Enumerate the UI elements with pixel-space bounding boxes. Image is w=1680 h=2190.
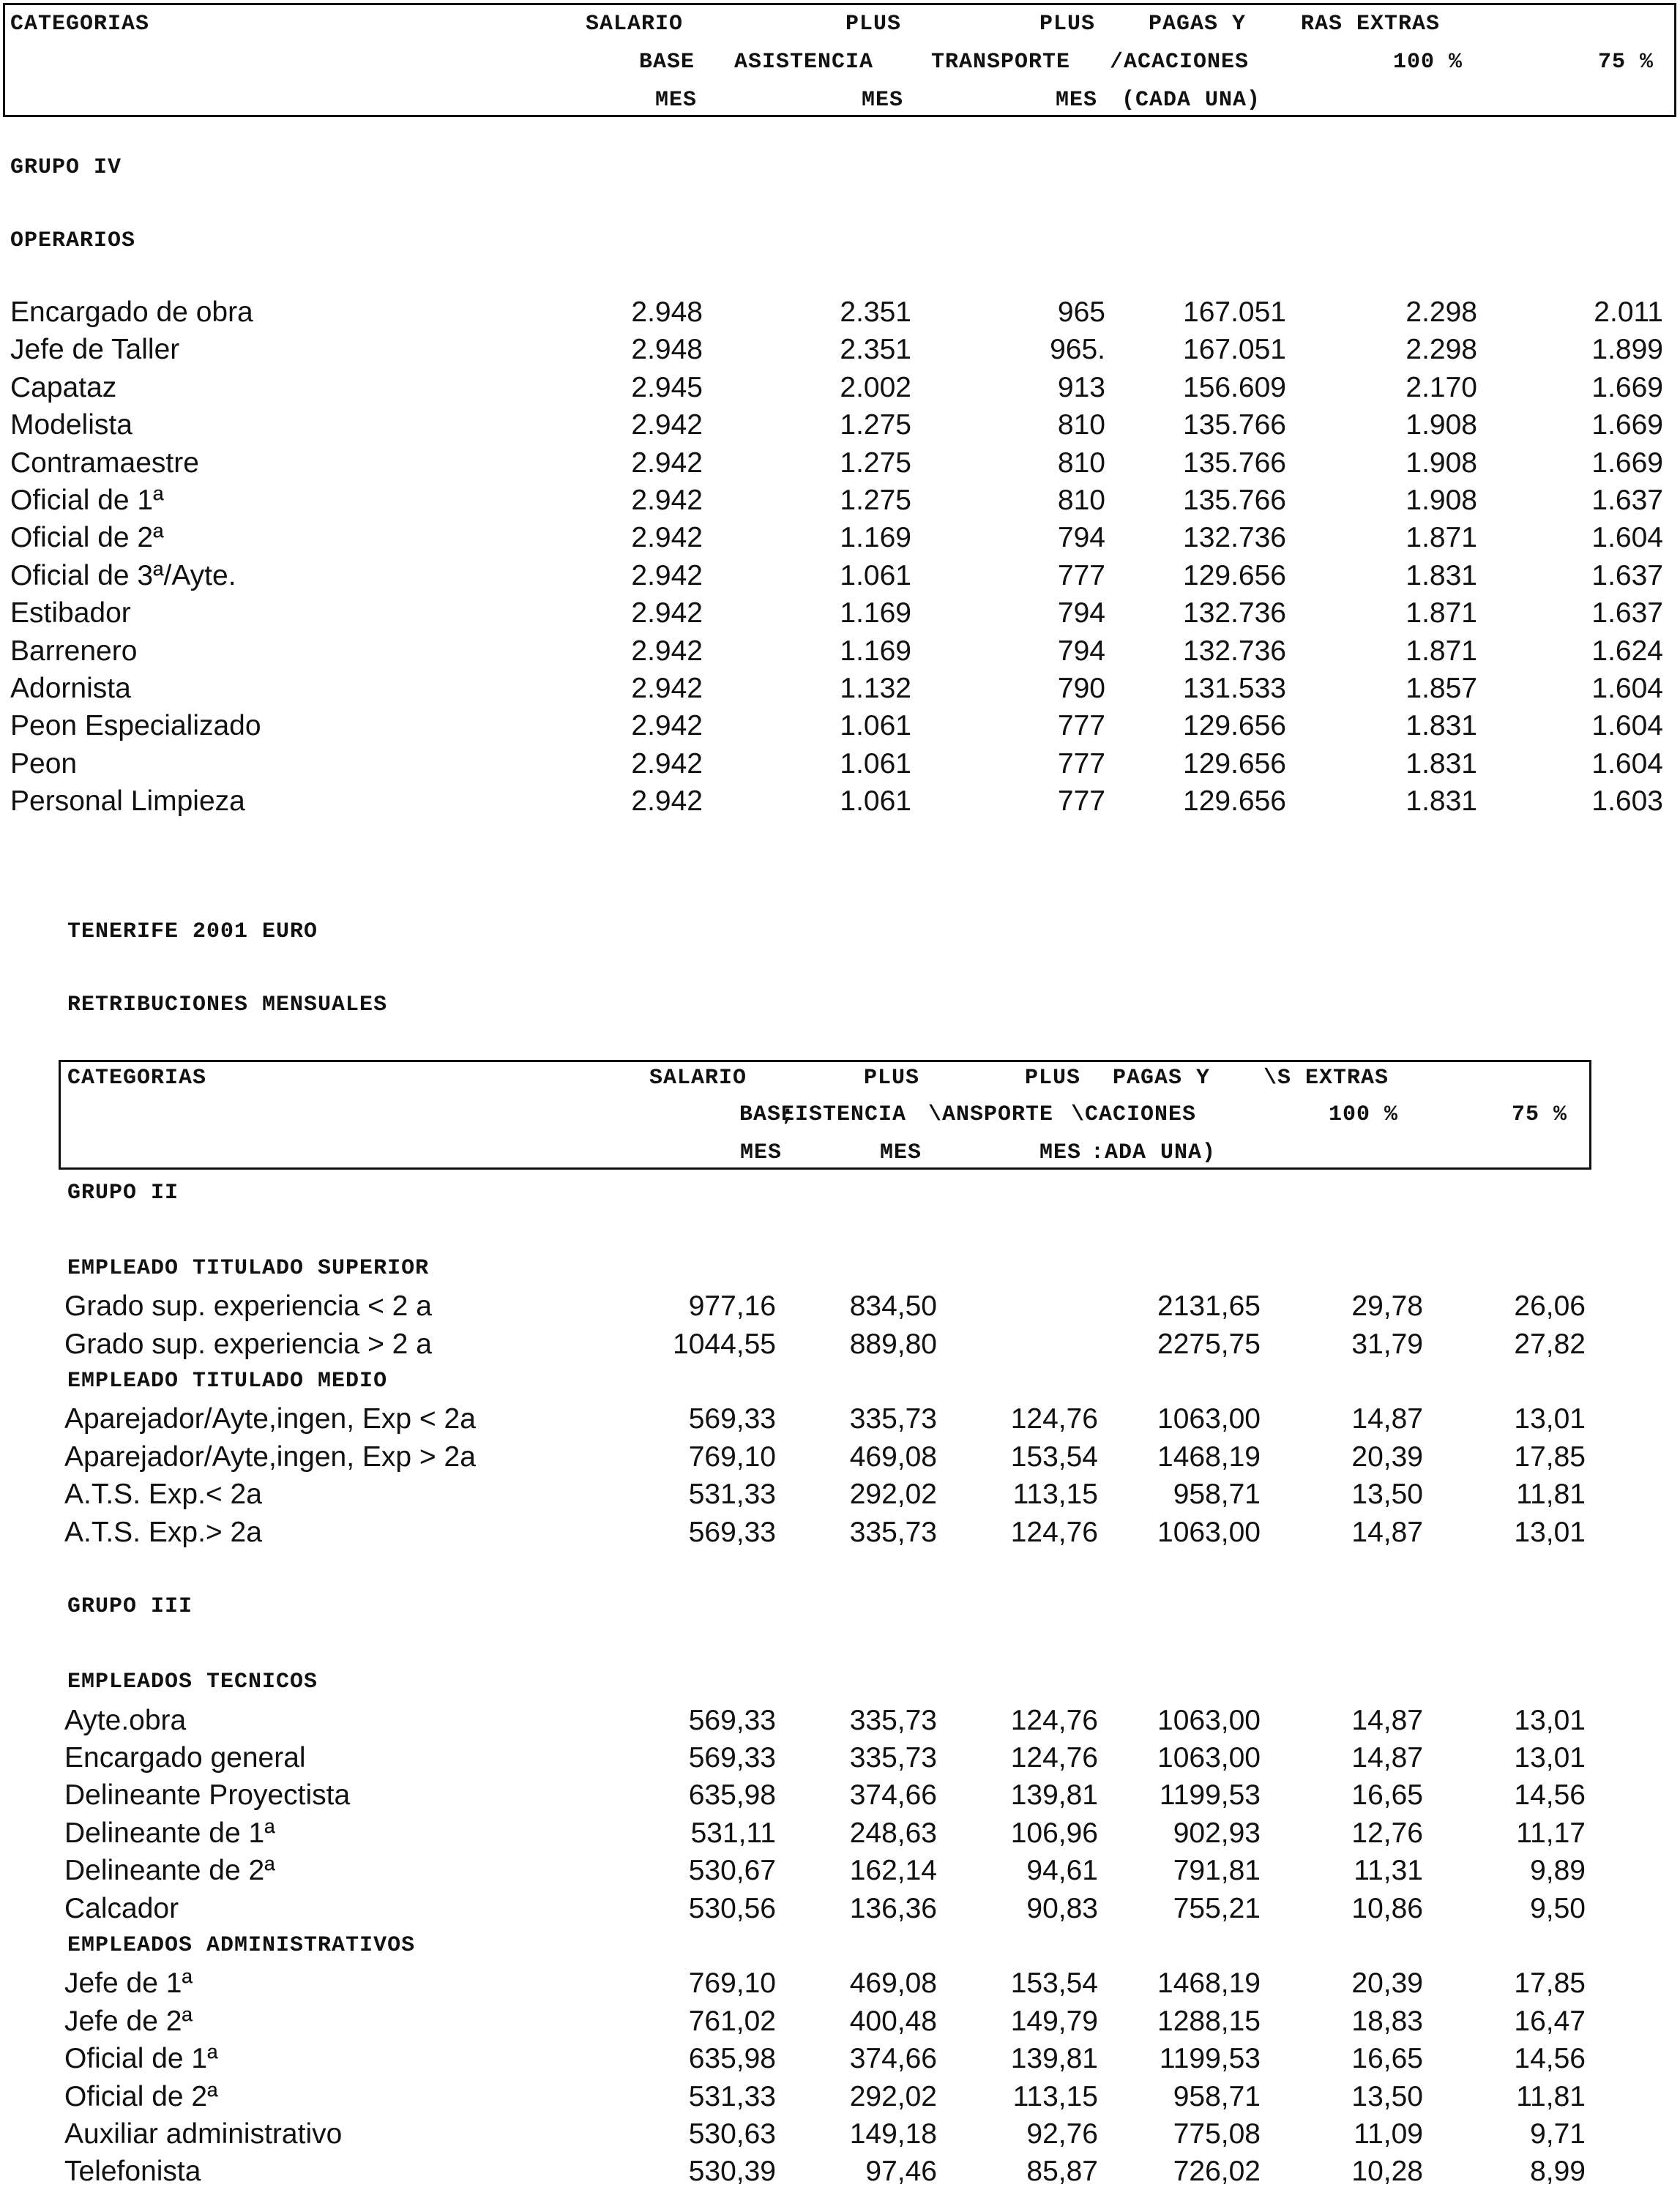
- category-cell: Contramaestre: [10, 446, 199, 479]
- salario-base-cell: 2.942: [631, 710, 703, 742]
- t1-header-pagas-3: (CADA UNA): [1121, 88, 1261, 113]
- pagas-vacaciones-cell: 135.766: [1183, 485, 1286, 516]
- extras-100-cell: 11,31: [1354, 1855, 1423, 1887]
- section-title-titulado-superior: EMPLEADO TITULADO SUPERIOR: [67, 1255, 430, 1281]
- plus-asistencia-cell: 149,18: [849, 2118, 937, 2150]
- pagas-vacaciones-cell: 958,71: [1173, 1479, 1261, 1511]
- salario-base-cell: 569,33: [688, 1516, 776, 1548]
- table-row: [0, 2153, 1680, 2190]
- plus-asistencia-cell: 2.351: [840, 296, 911, 328]
- extras-100-cell: 14,87: [1351, 1403, 1423, 1435]
- table-row: [0, 670, 1680, 707]
- t2-asistencia-underline: [877, 1168, 919, 1170]
- plus-asistencia-cell: 1.169: [840, 635, 911, 667]
- pagas-vacaciones-cell: 129.656: [1183, 559, 1286, 591]
- salario-base-cell: 530,39: [688, 2156, 776, 2188]
- plus-asistencia-cell: 400,48: [849, 2005, 937, 2037]
- salario-base-cell: 531,11: [690, 1817, 776, 1849]
- table-row: [0, 482, 1680, 519]
- table-row: [0, 557, 1680, 594]
- pagas-vacaciones-cell: 135.766: [1183, 409, 1286, 441]
- pagas-vacaciones-cell: 132.736: [1183, 522, 1286, 554]
- category-cell: Adornista: [10, 673, 131, 704]
- table-row: [0, 1326, 1680, 1363]
- extras-75-cell: 13,01: [1514, 1516, 1586, 1548]
- plus-asistencia-cell: 335,73: [849, 1704, 937, 1736]
- table-row: [0, 1890, 1680, 1927]
- salario-base-cell: 530,63: [688, 2118, 776, 2150]
- extras-75-cell: 1.604: [1591, 673, 1663, 704]
- extras-75-cell: 1.637: [1591, 485, 1663, 516]
- extras-100-cell: 20,39: [1351, 1967, 1423, 2000]
- table-row: [0, 444, 1680, 482]
- extras-100-cell: 31,79: [1351, 1328, 1423, 1360]
- extras-75-cell: 27,82: [1514, 1328, 1586, 1360]
- pagas-vacaciones-cell: 132.736: [1183, 597, 1286, 629]
- t1-header-pagas-2: /ACACIONES: [1110, 50, 1250, 75]
- extras-75-cell: 17,85: [1514, 1440, 1586, 1473]
- section-title-tecnicos: EMPLEADOS TECNICOS: [67, 1670, 318, 1695]
- extras-75-cell: 26,06: [1514, 1290, 1586, 1323]
- category-cell: Grado sup. experiencia > 2 a: [64, 1328, 432, 1360]
- pagas-vacaciones-cell: 2275,75: [1157, 1328, 1261, 1360]
- extras-100-cell: 16,65: [1351, 2043, 1423, 2075]
- t1-header-asistencia-1: PLUS: [845, 12, 902, 37]
- plus-transporte-cell: 965: [1057, 296, 1105, 328]
- t2-header-pagas-1: PAGAS Y: [1113, 1066, 1211, 1091]
- table-row: [0, 1400, 1680, 1438]
- table-row: [0, 632, 1680, 670]
- plus-transporte-cell: 777: [1057, 710, 1105, 742]
- salario-base-cell: 769,10: [688, 1440, 776, 1473]
- extras-100-cell: 2.298: [1405, 296, 1477, 328]
- table-row: [0, 294, 1680, 331]
- category-cell: Aparejador/Ayte,ingen, Exp < 2a: [64, 1403, 476, 1435]
- category-cell: A.T.S. Exp.< 2a: [64, 1479, 262, 1511]
- category-cell: Personal Limpieza: [10, 785, 245, 818]
- pagas-vacaciones-cell: 1199,53: [1159, 1779, 1261, 1812]
- extras-75-cell: 1.637: [1591, 597, 1663, 629]
- t2-header-100: 100 %: [1329, 1102, 1399, 1127]
- extras-75-cell: 1.669: [1591, 371, 1663, 403]
- category-cell: Peon: [10, 747, 78, 780]
- category-cell: Oficial de 2ª: [64, 2080, 218, 2112]
- extras-100-cell: 1.908: [1405, 446, 1477, 479]
- extras-75-cell: 9,50: [1530, 1892, 1586, 1924]
- extras-100-cell: 13,50: [1351, 1479, 1423, 1511]
- salario-base-cell: 2.942: [631, 747, 703, 780]
- plus-transporte-cell: 777: [1057, 559, 1105, 591]
- salario-base-cell: 769,10: [688, 1967, 776, 2000]
- category-cell: Oficial de 2ª: [10, 522, 164, 554]
- extras-75-cell: 1.669: [1591, 446, 1663, 479]
- extras-100-cell: 2.170: [1405, 371, 1477, 403]
- category-cell: Delineante de 1ª: [64, 1817, 275, 1849]
- plus-asistencia-cell: 136,36: [849, 1892, 937, 1924]
- retribuciones-title: RETRIBUCIONES MENSUALES: [67, 993, 388, 1017]
- extras-75-cell: 13,01: [1514, 1704, 1586, 1736]
- plus-asistencia-cell: 97,46: [865, 2156, 937, 2188]
- plus-transporte-cell: 790: [1057, 673, 1105, 704]
- category-cell: Grado sup. experiencia < 2 a: [64, 1290, 432, 1323]
- t1-header-salario-1: SALARIO: [586, 12, 684, 37]
- plus-asistencia-cell: 834,50: [849, 1290, 937, 1323]
- extras-75-cell: 1.604: [1591, 710, 1663, 742]
- salario-base-cell: 977,16: [688, 1290, 776, 1323]
- salario-base-cell: 531,33: [688, 1479, 776, 1511]
- t1-header-asistencia-3: MES: [862, 88, 904, 113]
- pagas-vacaciones-cell: 902,93: [1173, 1817, 1261, 1849]
- extras-75-cell: 1.604: [1591, 747, 1663, 780]
- extras-100-cell: 16,65: [1351, 1779, 1423, 1812]
- pagas-vacaciones-cell: 131.533: [1183, 673, 1286, 704]
- t1-group-title: GRUPO IV: [10, 155, 122, 180]
- plus-asistencia-cell: 1.132: [840, 673, 911, 704]
- plus-transporte-cell: 913: [1057, 371, 1105, 403]
- plus-transporte-cell: 113,15: [1012, 1479, 1098, 1511]
- category-cell: Jefe de Taller: [10, 334, 180, 366]
- salario-base-cell: 569,33: [688, 1742, 776, 1774]
- table-row: [0, 1852, 1680, 1889]
- table-row: [0, 2078, 1680, 2115]
- t1-header-75: 75 %: [1598, 50, 1654, 75]
- category-cell: A.T.S. Exp.> 2a: [64, 1516, 262, 1548]
- pagas-vacaciones-cell: 1468,19: [1157, 1967, 1261, 2000]
- plus-transporte-cell: 106,96: [1010, 1817, 1098, 1849]
- salario-base-cell: 2.948: [631, 334, 703, 366]
- salario-base-cell: 2.942: [631, 446, 703, 479]
- plus-transporte-cell: 94,61: [1026, 1855, 1098, 1887]
- plus-asistencia-cell: 2.002: [840, 371, 911, 403]
- salario-base-cell: 569,33: [688, 1704, 776, 1736]
- category-cell: Modelista: [10, 409, 132, 441]
- pagas-vacaciones-cell: 167.051: [1183, 334, 1286, 366]
- plus-asistencia-cell: 1.275: [840, 485, 911, 516]
- extras-75-cell: 1.603: [1591, 785, 1663, 818]
- plus-transporte-cell: 113,15: [1012, 2080, 1098, 2112]
- extras-100-cell: 14,87: [1351, 1516, 1423, 1548]
- table-row: [0, 1438, 1680, 1476]
- salario-base-cell: 635,98: [688, 2043, 776, 2075]
- pagas-vacaciones-cell: 755,21: [1173, 1892, 1261, 1924]
- plus-transporte-cell: 149,79: [1010, 2005, 1098, 2037]
- plus-asistencia-cell: 1.061: [840, 710, 911, 742]
- plus-transporte-cell: 139,81: [1010, 2043, 1098, 2075]
- table-row: [0, 519, 1680, 556]
- t2-header-transporte-1: PLUS: [1025, 1066, 1081, 1091]
- table-row: [0, 2115, 1680, 2153]
- table-row: [0, 707, 1680, 744]
- extras-75-cell: 9,71: [1530, 2118, 1586, 2150]
- table-row: [0, 369, 1680, 406]
- t2-header-salario-3: MES: [740, 1140, 783, 1165]
- table-row: [0, 1739, 1680, 1776]
- extras-75-cell: 1.637: [1591, 559, 1663, 591]
- plus-transporte-cell: 124,76: [1010, 1704, 1098, 1736]
- salario-base-cell: 2.948: [631, 296, 703, 328]
- t2-header-salario-1: SALARIO: [649, 1066, 747, 1091]
- extras-75-cell: 14,56: [1514, 2043, 1586, 2075]
- category-cell: Calcador: [64, 1892, 179, 1924]
- plus-asistencia-cell: 1.061: [840, 559, 911, 591]
- pagas-vacaciones-cell: 1468,19: [1157, 1440, 1261, 1473]
- plus-asistencia-cell: 335,73: [849, 1742, 937, 1774]
- t2-header-75: 75 %: [1512, 1102, 1568, 1127]
- pagas-vacaciones-cell: 2131,65: [1157, 1290, 1261, 1323]
- salario-base-cell: 530,67: [688, 1855, 776, 1887]
- table-row: [0, 1514, 1680, 1551]
- plus-asistencia-cell: 162,14: [849, 1855, 937, 1887]
- table-row: [0, 1965, 1680, 2002]
- extras-75-cell: 13,01: [1514, 1742, 1586, 1774]
- t2-header-transporte-3: MES: [1039, 1140, 1082, 1165]
- t1-header-transporte-1: PLUS: [1039, 12, 1096, 37]
- table-row: [0, 406, 1680, 444]
- category-cell: Jefe de 2ª: [64, 2005, 193, 2037]
- salario-base-cell: 2.942: [631, 635, 703, 667]
- salario-base-cell: 1044,55: [673, 1328, 776, 1360]
- category-cell: Oficial de 1ª: [64, 2043, 218, 2075]
- salario-base-cell: 2.942: [631, 559, 703, 591]
- extras-100-cell: 13,50: [1351, 2080, 1423, 2112]
- plus-transporte-cell: 153,54: [1010, 1967, 1098, 2000]
- category-cell: Oficial de 1ª: [10, 485, 164, 516]
- t2-header-categorias: CATEGORIAS: [67, 1066, 207, 1091]
- category-cell: Auxiliar administrativo: [64, 2118, 343, 2150]
- plus-asistencia-cell: 335,73: [849, 1403, 937, 1435]
- t2-header-asistencia-2: ;ISTENCIA: [781, 1102, 907, 1127]
- salario-base-cell: 530,56: [688, 1892, 776, 1924]
- plus-transporte-cell: 90,83: [1026, 1892, 1098, 1924]
- salario-base-cell: 635,98: [688, 1779, 776, 1812]
- table-row: [0, 331, 1680, 368]
- pagas-vacaciones-cell: 1063,00: [1157, 1516, 1261, 1548]
- pagas-vacaciones-cell: 135.766: [1183, 446, 1286, 479]
- extras-100-cell: 18,83: [1351, 2005, 1423, 2037]
- salario-base-cell: 2.942: [631, 597, 703, 629]
- plus-asistencia-cell: 292,02: [849, 1479, 937, 1511]
- plus-asistencia-cell: 889,80: [849, 1328, 937, 1360]
- category-cell: Estibador: [10, 597, 131, 629]
- plus-asistencia-cell: 292,02: [849, 2080, 937, 2112]
- pagas-vacaciones-cell: 129.656: [1183, 747, 1286, 780]
- extras-75-cell: 2.011: [1594, 296, 1663, 328]
- pagas-vacaciones-cell: 1063,00: [1157, 1403, 1261, 1435]
- plus-asistencia-cell: 2.351: [840, 334, 911, 366]
- extras-100-cell: 1.831: [1405, 785, 1477, 818]
- plus-transporte-cell: 810: [1057, 446, 1105, 479]
- category-cell: Jefe de 1ª: [64, 1967, 193, 2000]
- extras-100-cell: 1.857: [1405, 673, 1477, 704]
- plus-transporte-cell: 794: [1057, 597, 1105, 629]
- extras-100-cell: 1.908: [1405, 485, 1477, 516]
- plus-asistencia-cell: 374,66: [849, 2043, 937, 2075]
- salario-base-cell: 2.945: [631, 371, 703, 403]
- t1-header-transporte-2: TRANSPORTE: [931, 50, 1071, 75]
- t1-header-salario-3: MES: [655, 88, 698, 113]
- group-title-grupo-iii: GRUPO III: [67, 1594, 193, 1620]
- table-row: [0, 2003, 1680, 2040]
- extras-75-cell: 17,85: [1514, 1967, 1586, 2000]
- table-row: [0, 1476, 1680, 1513]
- extras-75-cell: 13,01: [1514, 1403, 1586, 1435]
- salario-base-cell: 761,02: [688, 2005, 776, 2037]
- pagas-vacaciones-cell: 167.051: [1183, 296, 1286, 328]
- plus-transporte-cell: 777: [1057, 747, 1105, 780]
- group-title-grupo-ii: GRUPO II: [67, 1181, 179, 1206]
- t2-header-salario-2: BASE: [739, 1102, 796, 1127]
- salario-base-cell: 2.942: [631, 785, 703, 818]
- category-cell: Encargado general: [64, 1742, 306, 1774]
- t2-header-pagas-2: \CACIONES: [1071, 1102, 1197, 1127]
- extras-75-cell: 1.624: [1591, 635, 1663, 667]
- table-row: [0, 1288, 1680, 1325]
- plus-asistencia-cell: 469,08: [849, 1967, 937, 2000]
- pagas-vacaciones-cell: 156.609: [1183, 371, 1286, 403]
- salario-base-cell: 531,33: [688, 2080, 776, 2112]
- plus-asistencia-cell: 374,66: [849, 1779, 937, 1812]
- extras-100-cell: 29,78: [1351, 1290, 1423, 1323]
- t1-header-categorias: CATEGORIAS: [10, 12, 150, 37]
- extras-75-cell: 8,99: [1530, 2156, 1586, 2188]
- extras-75-cell: 1.604: [1591, 522, 1663, 554]
- extras-75-cell: 1.899: [1591, 334, 1663, 366]
- table-row: [0, 2040, 1680, 2077]
- extras-100-cell: 14,87: [1351, 1704, 1423, 1736]
- pagas-vacaciones-cell: 129.656: [1183, 710, 1286, 742]
- category-cell: Encargado de obra: [10, 296, 253, 328]
- salario-base-cell: 2.942: [631, 485, 703, 516]
- extras-100-cell: 1.831: [1405, 747, 1477, 780]
- t2-header-transporte-2: \ANSPORTE: [928, 1102, 1054, 1127]
- extras-100-cell: 1.871: [1405, 522, 1477, 554]
- category-cell: Oficial de 3ª/Ayte.: [10, 559, 236, 591]
- category-cell: Delineante Proyectista: [64, 1779, 351, 1812]
- plus-asistencia-cell: 1.169: [840, 597, 911, 629]
- extras-100-cell: 2.298: [1405, 334, 1477, 366]
- table-row: [0, 1815, 1680, 1852]
- table-row: [0, 745, 1680, 782]
- extras-100-cell: 10,86: [1351, 1892, 1423, 1924]
- category-cell: Peon Especializado: [10, 710, 261, 742]
- t2-header-extras: \S EXTRAS: [1263, 1066, 1389, 1091]
- pagas-vacaciones-cell: 132.736: [1183, 635, 1286, 667]
- t1-header-asistencia-2: ASISTENCIA: [734, 50, 874, 75]
- t2-header-pagas-3: :ADA UNA): [1091, 1140, 1217, 1165]
- category-cell: Delineante de 2ª: [64, 1855, 275, 1887]
- plus-transporte-cell: 124,76: [1010, 1403, 1098, 1435]
- t1-header-transporte-3: MES: [1056, 88, 1098, 113]
- extras-75-cell: 16,47: [1514, 2005, 1586, 2037]
- extras-75-cell: 14,56: [1514, 1779, 1586, 1812]
- plus-transporte-cell: 85,87: [1026, 2156, 1098, 2188]
- pagas-vacaciones-cell: 726,02: [1173, 2156, 1261, 2188]
- extras-100-cell: 1.908: [1405, 409, 1477, 441]
- t2-header-asistencia-1: PLUS: [864, 1066, 920, 1091]
- pagas-vacaciones-cell: 1288,15: [1157, 2005, 1261, 2037]
- pagas-vacaciones-cell: 775,08: [1173, 2118, 1261, 2150]
- pagas-vacaciones-cell: 791,81: [1173, 1855, 1261, 1887]
- extras-75-cell: 11,81: [1516, 2080, 1586, 2112]
- plus-asistencia-cell: 248,63: [849, 1817, 937, 1849]
- t1-section-title: OPERARIOS: [10, 228, 136, 253]
- category-cell: Telefonista: [64, 2156, 201, 2188]
- plus-asistencia-cell: 1.275: [840, 446, 911, 479]
- t2-salario-underline: [736, 1168, 777, 1170]
- plus-transporte-cell: 794: [1057, 635, 1105, 667]
- extras-100-cell: 1.871: [1405, 635, 1477, 667]
- table-row: [0, 594, 1680, 632]
- tenerife-title: TENERIFE 2001 EURO: [67, 919, 318, 944]
- salario-base-cell: 2.942: [631, 673, 703, 704]
- plus-transporte-cell: 92,76: [1026, 2118, 1098, 2150]
- extras-100-cell: 11,09: [1354, 2118, 1423, 2150]
- plus-transporte-cell: 965.: [1050, 334, 1105, 366]
- section-title-titulado-medio: EMPLEADO TITULADO MEDIO: [67, 1369, 388, 1394]
- t1-header-extras: RAS EXTRAS: [1301, 12, 1441, 37]
- pagas-vacaciones-cell: 129.656: [1183, 785, 1286, 818]
- plus-transporte-cell: 810: [1057, 485, 1105, 516]
- plus-asistencia-cell: 1.061: [840, 747, 911, 780]
- extras-100-cell: 1.871: [1405, 597, 1477, 629]
- extras-75-cell: 1.669: [1591, 409, 1663, 441]
- plus-transporte-cell: 153,54: [1010, 1440, 1098, 1473]
- extras-100-cell: 1.831: [1405, 559, 1477, 591]
- plus-asistencia-cell: 335,73: [849, 1516, 937, 1548]
- section-title-administrativos: EMPLEADOS ADMINISTRATIVOS: [67, 1933, 416, 1958]
- t1-header-pagas-1: PAGAS Y: [1149, 12, 1247, 37]
- extras-75-cell: 11,81: [1516, 1479, 1586, 1511]
- plus-transporte-cell: 810: [1057, 409, 1105, 441]
- table-row: [0, 782, 1680, 820]
- extras-100-cell: 14,87: [1351, 1742, 1423, 1774]
- plus-asistencia-cell: 1.169: [840, 522, 911, 554]
- t2-header-asistencia-3: MES: [880, 1140, 922, 1165]
- plus-transporte-cell: 124,76: [1010, 1516, 1098, 1548]
- extras-100-cell: 12,76: [1351, 1817, 1423, 1849]
- category-cell: Ayte.obra: [64, 1704, 187, 1736]
- pagas-vacaciones-cell: 1063,00: [1157, 1704, 1261, 1736]
- salario-base-cell: 2.942: [631, 522, 703, 554]
- extras-100-cell: 1.831: [1405, 710, 1477, 742]
- salario-base-cell: 569,33: [688, 1403, 776, 1435]
- extras-75-cell: 11,17: [1516, 1817, 1586, 1849]
- category-cell: Capataz: [10, 371, 117, 403]
- extras-100-cell: 20,39: [1351, 1440, 1423, 1473]
- salario-base-cell: 2.942: [631, 409, 703, 441]
- plus-asistencia-cell: 1.061: [840, 785, 911, 818]
- plus-transporte-cell: 124,76: [1010, 1742, 1098, 1774]
- t1-header-100: 100 %: [1393, 50, 1463, 75]
- plus-transporte-cell: 777: [1057, 785, 1105, 818]
- pagas-vacaciones-cell: 1063,00: [1157, 1742, 1261, 1774]
- table-row: [0, 1702, 1680, 1739]
- extras-75-cell: 9,89: [1530, 1855, 1586, 1887]
- plus-asistencia-cell: 1.275: [840, 409, 911, 441]
- plus-transporte-cell: 139,81: [1010, 1779, 1098, 1812]
- pagas-vacaciones-cell: 1199,53: [1159, 2043, 1261, 2075]
- category-cell: Aparejador/Ayte,ingen, Exp > 2a: [64, 1440, 476, 1473]
- pagas-vacaciones-cell: 958,71: [1173, 2080, 1261, 2112]
- t1-header-salario-2: BASE: [639, 50, 695, 75]
- plus-asistencia-cell: 469,08: [849, 1440, 937, 1473]
- table-row: [0, 1776, 1680, 1814]
- category-cell: Barrenero: [10, 635, 138, 667]
- extras-100-cell: 10,28: [1351, 2156, 1423, 2188]
- plus-transporte-cell: 794: [1057, 522, 1105, 554]
